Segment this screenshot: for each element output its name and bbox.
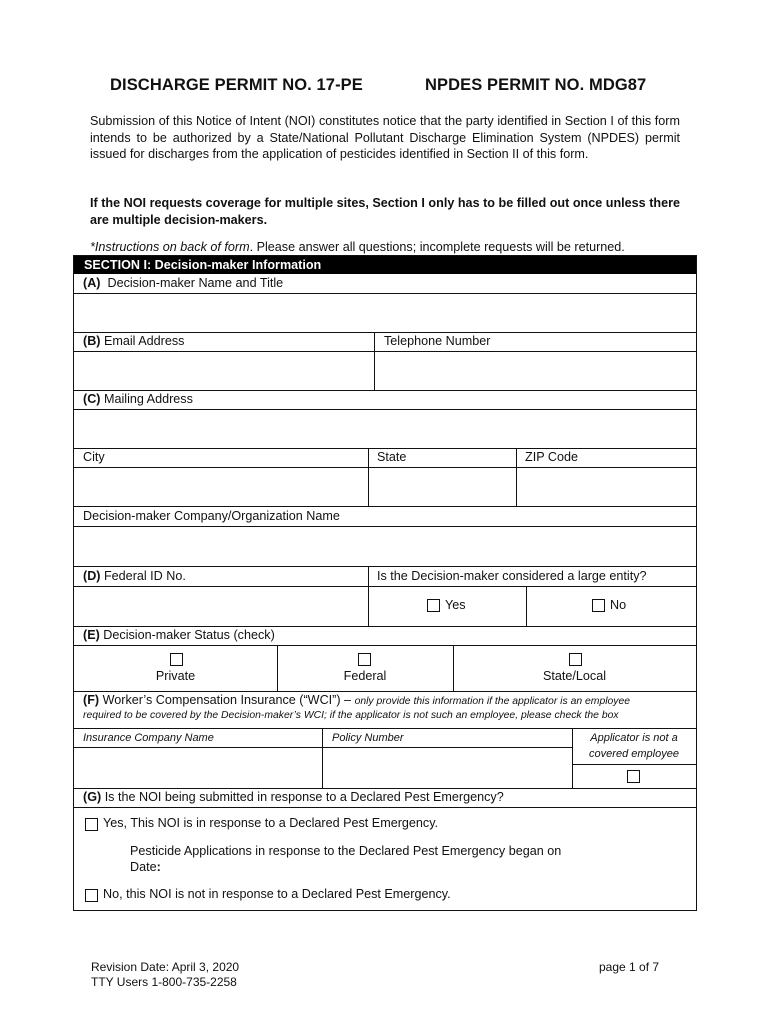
status-federal-checkbox[interactable]: [358, 653, 371, 666]
field-c-label: [83, 392, 193, 406]
federal-id-input[interactable]: [74, 587, 367, 626]
instructions-link-text: *Instructions on back of form: [90, 240, 250, 254]
pest-emergency-question: Is the NOI being submitted in response to a Declared Pest Emergency?: [104, 790, 504, 804]
applicator-label-2: covered employee: [589, 748, 679, 760]
city-input[interactable]: [74, 468, 367, 506]
large-entity-no-checkbox[interactable]: [592, 599, 605, 612]
date-colon: :: [156, 860, 161, 874]
large-entity-label: Is the Decision-maker considered a large entity?: [377, 569, 647, 583]
pest-emergency-yes-label: Yes, This NOI is in response to a Declared Pest Emergency.: [103, 816, 439, 830]
status-label: Decision-maker Status (check): [103, 628, 275, 642]
telephone-input[interactable]: [375, 352, 696, 390]
wci-note-2: required to be covered by the Decision-maker’s WCI; if the applicator is not such an employee, please check the box: [83, 710, 619, 721]
multiple-sites-notice: If the NOI requests coverage for multiple sites, Section I only has to be filled out once unless there are multiple decision-makers.: [90, 196, 680, 227]
instructions-rest: . Please answer all questions; incomplete requests will be returned.: [249, 240, 625, 254]
wci-label: Worker’s Compensation Insurance (“WCI”) –: [102, 693, 355, 707]
no-label: No: [610, 598, 627, 612]
section-1-form: [73, 255, 697, 911]
company-label: Decision-maker Company/Organization Name: [83, 509, 340, 523]
zip-label: ZIP Code: [525, 450, 578, 464]
field-a-letter: (A): [83, 276, 101, 290]
revision-date: Revision Date: April 3, 2020: [91, 960, 240, 974]
tty-users: TTY Users 1-800-735-2258: [91, 975, 237, 989]
field-b-label: [83, 334, 184, 348]
email-address-label: Email Address: [103, 334, 185, 348]
zip-input[interactable]: [517, 468, 696, 506]
status-private-checkbox[interactable]: [170, 653, 183, 666]
field-b-letter: (B): [83, 334, 101, 348]
section-1-header: SECTION I: Decision-maker Information: [74, 256, 696, 274]
field-f-letter: (F): [83, 693, 100, 707]
applicator-not-covered-checkbox[interactable]: [627, 770, 640, 783]
field-f-label: [83, 693, 630, 707]
page-number: page 1 of 7: [599, 960, 660, 974]
company-input[interactable]: [74, 527, 696, 565]
wci-note-1: only provide this information if the applicator is an employee: [354, 696, 631, 707]
pest-emergency-no-label: No, this NOI is not in response to a Declared Pest Emergency.: [103, 887, 451, 901]
status-state-local-checkbox[interactable]: [569, 653, 582, 666]
field-e-label: [83, 628, 275, 642]
field-c-letter: (C): [83, 392, 101, 406]
npdes-permit-title: NPDES PERMIT NO. MDG87: [425, 76, 647, 94]
mailing-address-label: Mailing Address: [103, 392, 193, 406]
intro-paragraph: Submission of this Notice of Intent (NOI) constitutes notice that the party identified in Section I of this form intends to be authorized by a State/National Pollutant Discharge Elimination System (NPDES) permit issued for discharges from the application of pesticides identified in Section II of this form.: [90, 114, 680, 161]
policy-number-label: Policy Number: [332, 732, 404, 744]
discharge-permit-title: DISCHARGE PERMIT NO. 17-PE: [110, 76, 363, 94]
status-federal-label: Federal: [343, 669, 387, 683]
date-label: Date: [130, 860, 157, 874]
decision-maker-name-label: Decision-maker Name and Title: [107, 276, 284, 290]
field-d-letter: (D): [83, 569, 101, 583]
date-label-line: [130, 860, 161, 874]
email-input[interactable]: [74, 352, 373, 390]
status-state-local-label: State/Local: [542, 669, 606, 683]
status-private-label: Private: [155, 669, 196, 683]
pesticide-applications-label: Pesticide Applications in response to the Declared Pest Emergency began on: [130, 844, 562, 858]
emergency-date-input[interactable]: [174, 858, 474, 875]
pest-emergency-yes-checkbox[interactable]: [85, 818, 98, 831]
city-label: City: [83, 450, 105, 464]
large-entity-yes-checkbox[interactable]: [427, 599, 440, 612]
field-g-letter: (G): [83, 790, 102, 804]
telephone-label: Telephone Number: [384, 334, 491, 348]
field-g-label: [83, 790, 504, 804]
federal-id-label: Federal ID No.: [103, 569, 186, 583]
yes-label: Yes: [445, 598, 466, 612]
applicator-label-1: Applicator is not a: [590, 732, 678, 744]
field-e-letter: (E): [83, 628, 100, 642]
state-input[interactable]: [369, 468, 515, 506]
decision-maker-name-input[interactable]: [74, 294, 696, 332]
instructions-line: [90, 239, 680, 256]
pest-emergency-no-checkbox[interactable]: [85, 889, 98, 902]
policy-number-input[interactable]: [323, 748, 571, 788]
insurance-company-input[interactable]: [74, 748, 321, 788]
insurance-company-label: Insurance Company Name: [83, 732, 214, 744]
mailing-address-input[interactable]: [74, 410, 696, 448]
state-label: State: [377, 450, 407, 464]
field-a-label: [83, 276, 283, 290]
field-d-label: [83, 569, 186, 583]
